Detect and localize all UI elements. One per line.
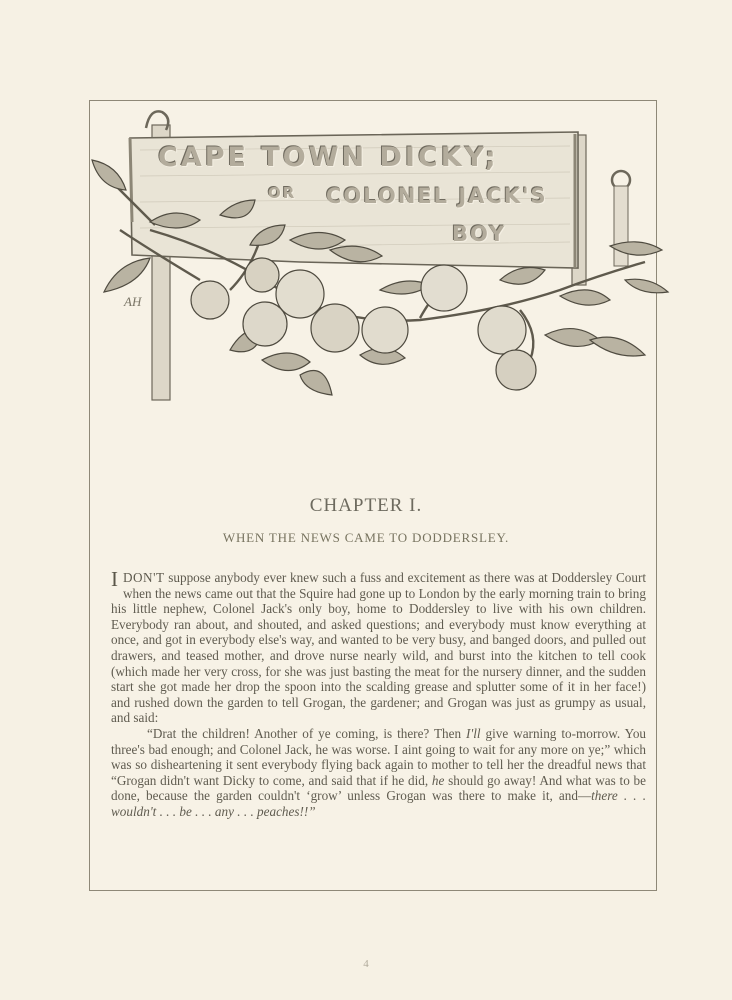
paragraph-2-emphasis-3: there . . . wouldn't . . . be . . . any . . . peaches!!”: [111, 788, 647, 819]
paragraph-1: [111, 567, 647, 726]
book-title-line3: BOY: [452, 222, 507, 246]
paragraph-2: [111, 726, 646, 820]
chapter-body: [111, 567, 647, 820]
book-title-or: OR: [268, 184, 297, 202]
book-title-line2: COLONEL JACK'S: [326, 184, 548, 208]
drop-cap: I: [111, 567, 118, 591]
book-title-line1: CAPE TOWN DICKY;: [158, 142, 499, 173]
paragraph-2-emphasis-2: he: [431, 772, 445, 788]
lead-small-caps: DON'T: [123, 570, 165, 585]
paragraph-2-emphasis-1: I'll: [466, 725, 481, 741]
peach-branch-signboard-illustration: [0, 0, 732, 420]
paragraph-2-part3: should go away! And what was to be done, because the garden couldn't ‘grow’ unless Grogan was there to make it, and—: [111, 772, 647, 804]
chapter-heading: CHAPTER I.: [309, 495, 423, 516]
paragraph-1-text: suppose anybody ever knew such a fuss and excitement as there was at Doddersley Court when the news came out that the Squire had gone up to London by the early morning train to bring his little nephew, Colonel Jack's only boy, home to Doddersley to live with his own children. Everybody ran about, and shouted, and asked questions; and everybody must know everything at once, and got in everybody else's way, and wanted to be very busy, and banged doors, and pulled out drawers, and teased mother, and drove nurse nearly wild, and burst into the kitchen to tell cook (which made her very cross, for she was just basting the meat for the nursery dinner, and the sudden start she got made her drop the spoon into the scalding grease and splutter some of it in her face!) and rushed down the garden to tell Grogan, the gardener; and Grogan was just as grumpy as usual, and said:: [111, 570, 647, 726]
paragraph-2-part1: “Drat the children! Another of ye coming, is there? Then: [147, 725, 462, 741]
artist-monogram: AH: [124, 294, 142, 309]
chapter-subtitle: WHEN THE NEWS CAME TO DODDERSLEY.: [222, 530, 510, 545]
page-number: 4: [363, 958, 369, 970]
paragraph-2-part2: give warning to-morrow. You three's bad enough; and Colonel Jack, he was worse. I aint going to wait for any more on ye;” which was so disheartening it sent everybody flying back again to mother to tell her the dreadful news that “Grogan didn't want Dicky to come, and said that if he did,: [111, 725, 647, 788]
